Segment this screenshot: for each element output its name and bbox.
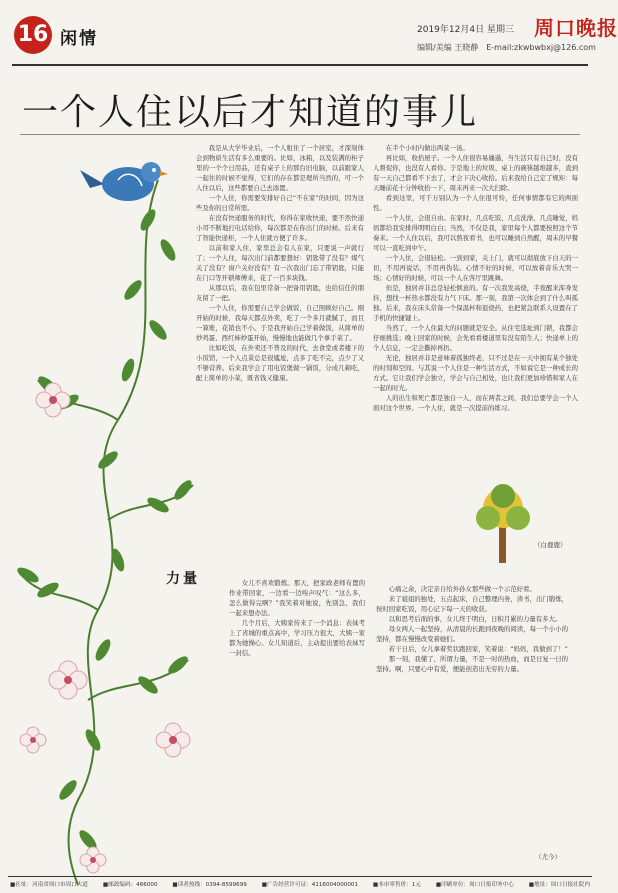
- article-author: （白鹿鹿）: [534, 541, 567, 549]
- essay-author: （尤今）: [535, 853, 561, 861]
- paragraph: 一个人住，你需要安排好自己“不在家”的时间，因为这些及你的日常所需。: [196, 194, 364, 212]
- paragraph: 再比如，收拾屋子。一个人住很容易邋遢，当生活只有自己时，没有人督促你，也没有人看你。于是地上的垃圾、桌上的碗筷越堆越多，直到有一天自己都看不下去了，才会下决心收拾。后来我给自己定了规矩：每天睡前花十分钟收拾一下，周末再来一次大扫除。: [373, 154, 578, 192]
- paragraph: 在没有快递服务的时代，你得在家收快递，要不然快递小哥不断地打电话给你，每次都是在你出门的时候。后来有了智能快递柜，一个人住就方便了许多。: [196, 214, 364, 242]
- editor-line: 编辑/美编 王晓静 E-mail:zkwbwbxj@126.com: [417, 43, 596, 52]
- footer-item: ■本市零售价：1元: [372, 882, 421, 888]
- paragraph: 我是从大学毕业后，一个人租住了一个居室，才深刻体会到物质生活有多么重要的。比如，冰箱，以及装满的柜子里的一个个日用品，还有桌子上的那台旧电脑，以前跟家人一起住的时候不觉得，它们的存在都是理所当然的，可一个人住以后，这些都要自己去添置。: [196, 144, 364, 192]
- paragraph: 无论，独居并非是意味着孤独终老，只不过是在一天中拥有某个独处的时刻和空间。与其说一个人住是一种生活方式，不如说它是一种成长的方式。它让我们学会独立，学会与自己相处，也让我们更加珍惜和家人在一起的时光。: [373, 354, 578, 392]
- essay-column-2: [376, 584, 568, 674]
- floral-branch-illustration: [8, 140, 208, 885]
- footer-item: ■地址：周口日报社院内: [528, 882, 590, 888]
- paragraph: 一个人住，会很轻松。一到到家，关上门，就可以彻底放下白天的一切，不用再说话，不用再伪装。心情不好的时候，可以放着音乐大哭一场；心情好的时候，可以一个人在客厅里跳舞。: [373, 254, 578, 282]
- essay-column-1: [229, 578, 365, 658]
- page-footer: [8, 876, 592, 892]
- footer-item: ■印刷单位：周口日报印务中心: [435, 882, 514, 888]
- paragraph: 来了姐姐的独处，五点起床，自己整理内务，读书，出门锻炼，按时回家吃饭，用心记下每一天的收获。: [376, 595, 568, 613]
- title-rule: [20, 134, 580, 135]
- date-line: 2019年12月4日 星期三: [417, 25, 514, 35]
- paragraph: 那一刻，我懂了，所谓力量，不是一时的热血，而是日复一日的坚持。啊，只要心中有爱，便能创造出无穷的力量。: [376, 655, 568, 673]
- newspaper-brand: 周口晚报: [534, 16, 618, 40]
- section-name: 闲情: [60, 29, 98, 49]
- footer-item: ■邮政编码：466000: [102, 882, 158, 888]
- footer-item: ■读者热线：0394-8599699: [172, 882, 247, 888]
- paragraph: 比如吃饭，在外卖还不普及的时代，去食堂或者楼下的小饭馆，一个人点菜总是很尴尬，点多了吃不完，点少了又不够营养。后来我学会了用电饭煲做一锅饭，分成几顿吃，配上简单的小菜，既省钱又健康。: [196, 344, 364, 382]
- article-title: 一个人住以后才知道的事儿: [22, 92, 479, 133]
- paragraph: 女儿不喜欢锻炼。那天，把家政老师布置的作业带回家，一边看一边唉声叹气：“这么多，怎么做得完啊？”我笑着对她说，先别急，我们一起来想办法。: [229, 579, 365, 617]
- bird-icon: [80, 162, 168, 201]
- page-number: 16: [17, 22, 49, 47]
- paragraph: 一个人住，你需要自己学会做饭，自己照顾好自己。刚开始的时候，我每天都点外卖，吃了一个多月就腻了，而且一算账，花销也不小。于是我开始自己学着做饭，从简单的炒鸡蛋、西红柿炒蛋开始，慢慢地也能做几个拿手菜了。: [196, 304, 364, 342]
- article-column-2: [373, 143, 578, 413]
- paragraph: 但是，独居并非总是轻松惬意的。有一次我发高烧，半夜醒来浑身发抖，想找一杯热水都没有力气下床。那一刻，我第一次体会到了什么叫孤独。后来，我在床头常备一个保温杯和退烧药，也把紧急联系人设置在了手机的快捷键上。: [373, 284, 578, 322]
- paragraph: 母女两人一起坚持，从清晨的长跑到夜晚的阅读，每一个小小的坚持，都在慢慢改变着她们。: [376, 625, 568, 643]
- paragraph: 以和思考后面的事，女儿终于明白，日积月累的力量有多大。: [388, 615, 562, 623]
- footer-item: ■广告经营许可证：4116004000001: [261, 882, 359, 888]
- paragraph: 心痛之余，决定亲自给外孙女那些做一个示范好看。: [388, 585, 536, 593]
- paragraph: 人的出生和死亡都是独自一人，而在两者之间，我们总要学会一个人面对这个世界。一个人住，就是一次提前的练习。: [373, 394, 578, 412]
- paragraph: 看到这里，可千万别认为一个人住很可怜，任何事情都有它的两面性。: [373, 194, 578, 212]
- paragraph: 以前和家人住，家里总会有人在家，只要说一声就行了；一个人住，每次出门前都要想好：钥匙带了没有？煤气关了没有？窗户关好没有？有一次我出门忘了带钥匙，只能在门口等开锁师傅来，花了一百多块钱。: [196, 244, 364, 282]
- paragraph: 几个月后，大姨家传来了一个消息：表妹考上了省城的重点高中，学习压力很大，大姨一家都为她操心。女儿知道后，主动提出要给表妹写一封信。: [229, 619, 365, 657]
- paragraph: 当然了，一个人住最大的问题就是安全。从住宅选址到门锁，我都会仔细挑选；晚上回家的时候，会先看看楼道里有没有陌生人；快递单上的个人信息，一定会撕掉再扔。: [373, 324, 578, 352]
- footer-item: ■社址：河南省周口市周口大道: [10, 882, 89, 888]
- paragraph: 从那以后，我在包里常备一把备用钥匙，也给信任的朋友留了一把。: [196, 284, 364, 302]
- tree-illustration: [468, 480, 538, 565]
- essay-subtitle: 力量: [166, 571, 200, 587]
- paragraph: 在半个小时内做出两菜一汤。: [385, 144, 469, 152]
- paragraph: 一个人住，会很自由。在家时，几点吃饭、几点洗澡、几点睡觉，妈妈都给我安排得明明白白；当然，不仅是我，家里每个人都要按照这个节奏来。一个人住以后，我可以熬夜看书，也可以睡到自然醒，周末的早餐可以一直吃到中午。: [373, 214, 578, 252]
- page-number-badge: [12, 14, 54, 56]
- leaf-cluster: [15, 207, 194, 852]
- article-column-1: [196, 143, 364, 383]
- header-rule: [12, 64, 588, 66]
- paragraph: 若干日后，女儿拿着奖状跑回家，笑着说：“妈妈，我做到了！”: [388, 645, 568, 653]
- page-header: [12, 8, 618, 66]
